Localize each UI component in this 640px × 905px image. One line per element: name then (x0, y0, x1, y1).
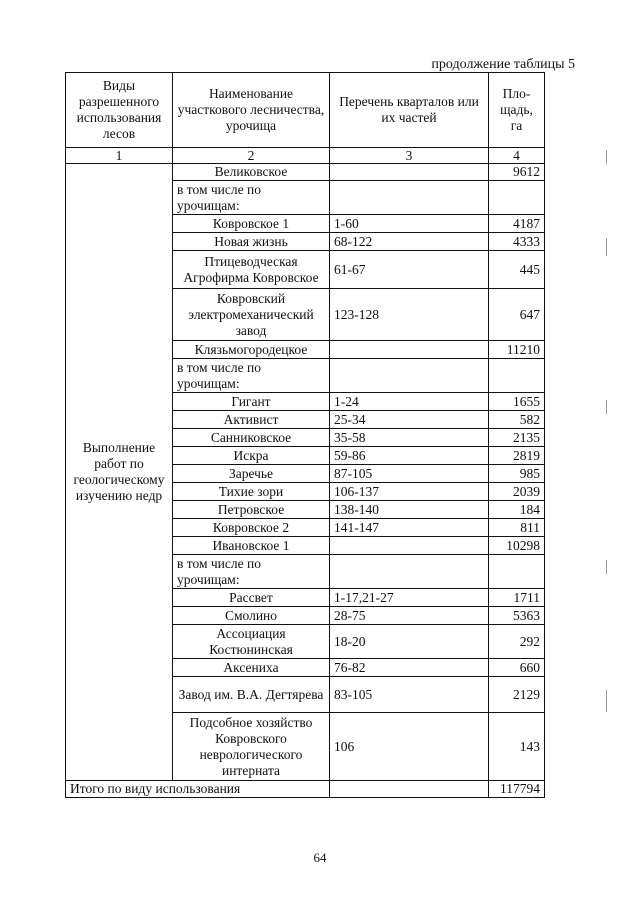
quarters-cell: 83-105 (330, 677, 489, 713)
header-quarters: Перечень кварталов или их частей (330, 73, 489, 148)
table-continuation-caption: продолжение таблицы 5 (431, 57, 575, 72)
forestry-name-cell: Ивановское 1 (173, 537, 330, 555)
quarters-cell (330, 555, 489, 589)
area-cell: 985 (489, 465, 545, 483)
header-use-type: Виды разрешенного использования лесов (66, 73, 173, 148)
quarters-cell: 1-60 (330, 215, 489, 233)
area-cell: 2039 (489, 483, 545, 501)
quarters-cell (330, 341, 489, 359)
forestry-name-cell: Ковровское 2 (173, 519, 330, 537)
quarters-cell: 68-122 (330, 233, 489, 251)
quarters-cell: 1-17,21-27 (330, 589, 489, 607)
area-cell: 647 (489, 289, 545, 341)
area-cell: 5363 (489, 607, 545, 625)
scan-edge-mark (606, 560, 607, 574)
forestry-name-cell: Завод им. В.А. Дегтярева (173, 677, 330, 713)
forestry-name-cell: Ковровский электромеханический завод (173, 289, 330, 341)
scan-edge-mark (606, 690, 607, 712)
area-cell: 660 (489, 659, 545, 677)
column-number: 1 (66, 148, 173, 164)
forestry-name-cell: Птицеводческая Агрофирма Ковровское (173, 251, 330, 289)
column-number: 2 (173, 148, 330, 164)
quarters-cell: 28-75 (330, 607, 489, 625)
area-cell: 292 (489, 625, 545, 659)
total-row (66, 781, 545, 798)
quarters-cell: 106 (330, 713, 489, 781)
quarters-cell: 59-86 (330, 447, 489, 465)
quarters-cell (330, 181, 489, 215)
header-forestry-name: Наименование участкового лесничества, урочища (173, 73, 330, 148)
area-cell: 2135 (489, 429, 545, 447)
area-cell: 2129 (489, 677, 545, 713)
forestry-name-cell: Санниковское (173, 429, 330, 447)
column-number: 4 (489, 148, 545, 164)
forestry-name-cell: Рассвет (173, 589, 330, 607)
area-cell: 1711 (489, 589, 545, 607)
forestry-name-cell: в том числе по урочищам: (173, 555, 330, 589)
quarters-cell: 1-24 (330, 393, 489, 411)
quarters-cell: 76-82 (330, 659, 489, 677)
area-cell: 143 (489, 713, 545, 781)
quarters-cell: 141-147 (330, 519, 489, 537)
column-number-row (66, 148, 545, 164)
forestry-name-cell: Новая жизнь (173, 233, 330, 251)
column-number: 3 (330, 148, 489, 164)
forestry-name-cell: Ковровское 1 (173, 215, 330, 233)
area-cell: 4333 (489, 233, 545, 251)
area-cell: 811 (489, 519, 545, 537)
area-cell: 2819 (489, 447, 545, 465)
total-quarters-cell (330, 781, 489, 798)
header-area: Пло-щадь, га (489, 73, 545, 148)
forestry-name-cell: Ассоциация Костюнинская (173, 625, 330, 659)
forestry-name-cell: Подсобное хозяйство Ковровского неврологического интерната (173, 713, 330, 781)
use-type-cell: Выполнение работ по геологическому изучению недр (66, 164, 173, 781)
forestry-name-cell: Аксениха (173, 659, 330, 677)
quarters-cell: 106-137 (330, 483, 489, 501)
page-number: 64 (313, 850, 327, 865)
quarters-cell (330, 164, 489, 181)
forestry-name-cell: в том числе по урочищам: (173, 181, 330, 215)
quarters-cell: 25-34 (330, 411, 489, 429)
quarters-cell: 87-105 (330, 465, 489, 483)
forestry-name-cell: Великовское (173, 164, 330, 181)
forest-use-table (65, 72, 545, 798)
area-cell (489, 181, 545, 215)
quarters-cell: 61-67 (330, 251, 489, 289)
quarters-cell (330, 537, 489, 555)
quarters-cell (330, 359, 489, 393)
scan-edge-mark (606, 238, 607, 256)
area-cell: 445 (489, 251, 545, 289)
quarters-cell: 35-58 (330, 429, 489, 447)
area-cell (489, 555, 545, 589)
forestry-name-cell: Активист (173, 411, 330, 429)
table-header-row (66, 73, 545, 148)
area-cell: 582 (489, 411, 545, 429)
forestry-name-cell: Искра (173, 447, 330, 465)
total-area: 117794 (489, 781, 545, 798)
area-cell (489, 359, 545, 393)
forestry-name-cell: Гигант (173, 393, 330, 411)
forestry-name-cell: в том числе по урочищам: (173, 359, 330, 393)
quarters-cell: 138-140 (330, 501, 489, 519)
area-cell: 10298 (489, 537, 545, 555)
area-cell: 11210 (489, 341, 545, 359)
total-label: Итого по виду использования (66, 781, 330, 798)
forestry-name-cell: Тихие зори (173, 483, 330, 501)
area-cell: 184 (489, 501, 545, 519)
scan-edge-mark (606, 400, 607, 414)
scan-edge-mark (606, 150, 607, 164)
forestry-name-cell: Клязьмогородецкое (173, 341, 330, 359)
area-cell: 9612 (489, 164, 545, 181)
forestry-name-cell: Заречье (173, 465, 330, 483)
table-row (66, 164, 545, 181)
area-cell: 1655 (489, 393, 545, 411)
forestry-name-cell: Петровское (173, 501, 330, 519)
quarters-cell: 18-20 (330, 625, 489, 659)
quarters-cell: 123-128 (330, 289, 489, 341)
forestry-name-cell: Смолино (173, 607, 330, 625)
area-cell: 4187 (489, 215, 545, 233)
